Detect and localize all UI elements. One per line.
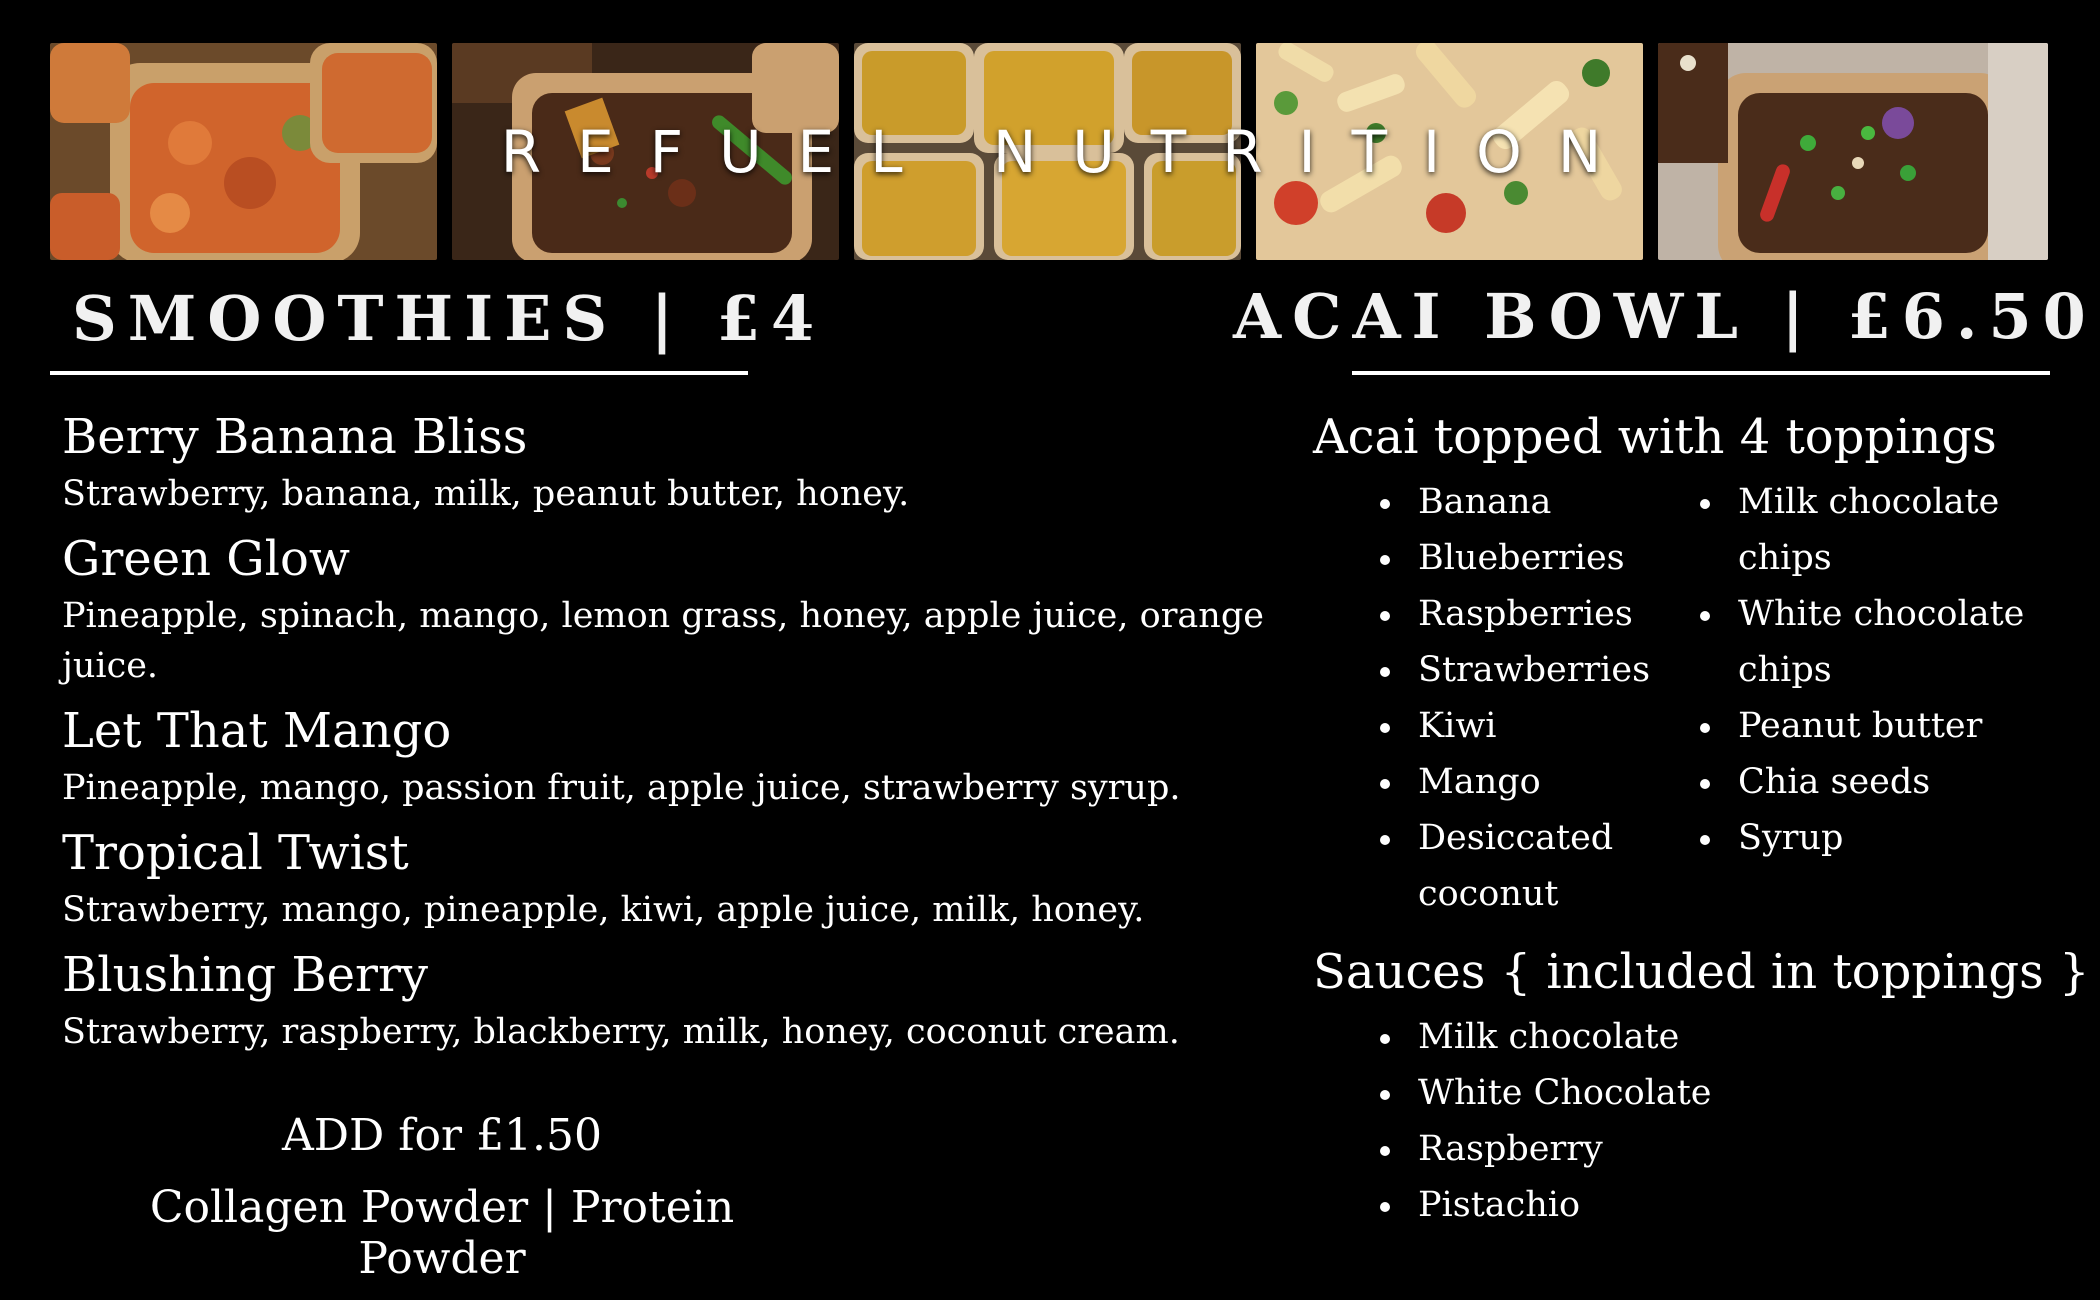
smoothie-description: Strawberry, banana, milk, peanut butter, honey. <box>62 474 910 514</box>
smoothie-name: Let That Mango <box>62 703 452 759</box>
list-item: Syrup <box>1700 810 2040 866</box>
smoothie-name: Tropical Twist <box>62 825 409 881</box>
smoothie-name: Berry Banana Bliss <box>62 409 528 465</box>
toppings-list-col2 <box>1700 474 2040 866</box>
photo-banner <box>50 43 2048 260</box>
smoothies-heading: SMOOTHIES | £4 <box>72 282 826 355</box>
list-item: Strawberries <box>1380 642 1680 698</box>
addon-options: Collagen Powder | Protein Powder <box>149 1182 735 1284</box>
list-item: Milk chocolate chips <box>1700 474 2008 586</box>
smoothie-description: Strawberry, raspberry, blackberry, milk, honey, coconut cream. <box>62 1012 1180 1052</box>
list-item: Peanut butter <box>1700 698 2040 754</box>
list-item: Pistachio <box>1380 1177 1880 1233</box>
smoothie-name: Blushing Berry <box>62 947 429 1003</box>
list-item: Banana <box>1380 474 1680 530</box>
list-item <box>62 527 1312 691</box>
sauces-list <box>1380 1009 1880 1233</box>
list-item: Raspberries <box>1380 586 1680 642</box>
list-item: Chia seeds <box>1700 754 2040 810</box>
list-item: Milk chocolate <box>1380 1009 1880 1065</box>
list-item: Blueberries <box>1380 530 1680 586</box>
toppings-title: Acai topped with 4 toppings <box>1313 409 1997 465</box>
smoothies-divider <box>50 371 748 375</box>
list-item: White chocolate chips <box>1700 586 2028 698</box>
list-item: Mango <box>1380 754 1680 810</box>
brand-title: REFUEL NUTRITION <box>500 118 1638 186</box>
smoothie-list <box>62 405 1312 1065</box>
smoothie-description: Pineapple, mango, passion fruit, apple juice, strawberry syrup. <box>62 768 1181 808</box>
sauces-title: Sauces { included in toppings } <box>1313 944 2090 1000</box>
smoothie-description: Pineapple, spinach, mango, lemon grass, honey, apple juice, orange juice. <box>62 596 1264 686</box>
list-item <box>62 405 1312 519</box>
toppings-list-col1 <box>1380 474 1680 922</box>
list-item: White Chocolate <box>1380 1065 1880 1121</box>
list-item: Raspberry <box>1380 1121 1880 1177</box>
acai-divider <box>1352 371 2050 375</box>
acai-heading: ACAI BOWL | £6.50 <box>1233 280 2097 353</box>
list-item: Desiccated coconut <box>1380 810 1598 922</box>
list-item <box>62 943 1312 1057</box>
list-item <box>62 699 1312 813</box>
smoothie-description: Strawberry, mango, pineapple, kiwi, apple juice, milk, honey. <box>62 890 1145 930</box>
addon-title: ADD for £1.50 <box>281 1110 603 1161</box>
list-item <box>62 821 1312 935</box>
list-item: Kiwi <box>1380 698 1680 754</box>
smoothie-name: Green Glow <box>62 531 350 587</box>
